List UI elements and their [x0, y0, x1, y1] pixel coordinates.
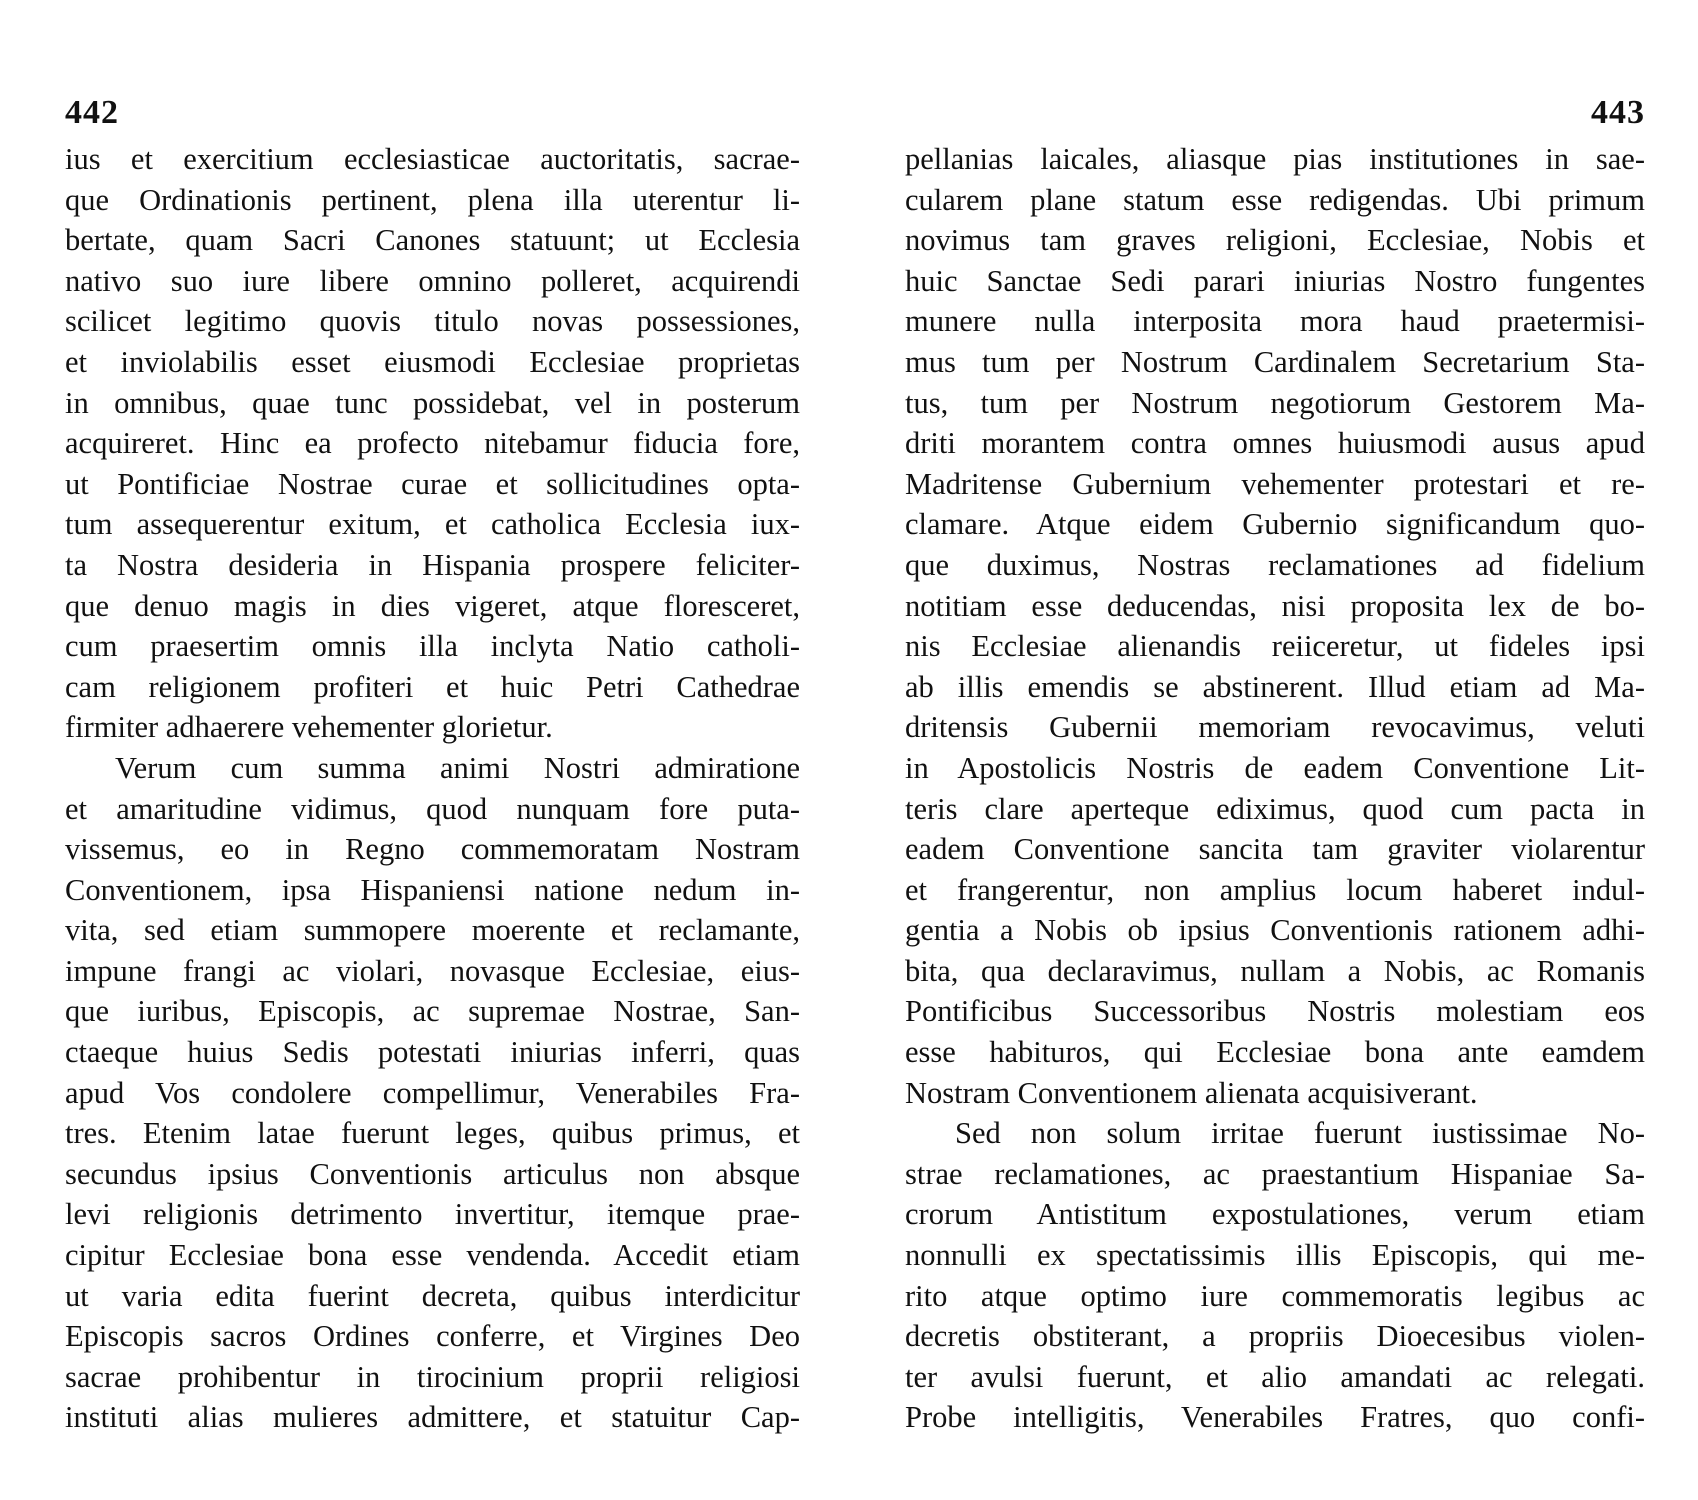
text-line: in omnibus, quae tunc possidebat, vel in posterum: [65, 385, 800, 420]
text-line: bita, qua declaravimus, nullam a Nobis, ac Romanis: [905, 953, 1645, 988]
text-line: apud Vos condolere compellimur, Venerabiles Fra-: [65, 1075, 800, 1110]
left-page-text: [65, 139, 800, 1438]
text-line: ta Nostra desideria in Hispania prospere feliciter-: [65, 547, 800, 582]
text-line: Probe intelligitis, Venerabiles Fratres, quo confi-: [905, 1400, 1645, 1435]
paragraph: [905, 139, 1645, 1113]
text-line: rito atque optimo iure commemoratis legibus ac: [905, 1278, 1645, 1313]
text-line: que iuribus, Episcopis, ac supremae Nostrae, San-: [65, 994, 800, 1029]
left-page: [65, 0, 800, 1500]
text-line: cam religionem profiteri et huic Petri Cathedrae: [65, 669, 800, 704]
text-line: firmiter adhaerere vehementer glorietur.: [65, 710, 553, 745]
text-line: nis Ecclesiae alienandis reiiceretur, ut fideles ipsi: [905, 629, 1645, 664]
paragraph: [65, 748, 800, 1438]
text-line: cularem plane statum esse redigendas. Ubi primum: [905, 182, 1645, 217]
text-line: vissemus, eo in Regno commemoratam Nostram: [65, 832, 800, 867]
text-line: tum assequerentur exitum, et catholica Ecclesia iux-: [65, 507, 800, 542]
text-line: vita, sed etiam summopere moerente et reclamante,: [65, 913, 800, 948]
text-line: ut varia edita fuerint decreta, quibus interdicitur: [65, 1278, 800, 1313]
text-line: munere nulla interposita mora haud praetermisi-: [905, 304, 1645, 339]
text-line: in Apostolicis Nostris de eadem Conventione Lit-: [905, 750, 1645, 785]
right-page-number: 443: [1591, 94, 1645, 131]
text-line: Madritense Gubernium vehementer protestari et re-: [905, 466, 1645, 501]
text-line: que denuo magis in dies vigeret, atque floresceret,: [65, 588, 800, 623]
text-line: ter avulsi fuerunt, et alio amandati ac relegati.: [905, 1359, 1645, 1394]
right-page-text: [905, 139, 1645, 1438]
text-line: crorum Antistitum expostulationes, verum etiam: [905, 1197, 1645, 1232]
text-line: secundus ipsius Conventionis articulus non absque: [65, 1156, 800, 1191]
text-line: et frangerentur, non amplius locum haberet indul-: [905, 872, 1645, 907]
text-line: pellanias laicales, aliasque pias institutiones in sae-: [905, 142, 1645, 176]
text-line: scilicet legitimo quovis titulo novas possessiones,: [65, 304, 800, 339]
text-line: Verum cum summa animi Nostri admiratione: [115, 750, 800, 785]
text-line: acquireret. Hinc ea profecto nitebamur fiducia fore,: [65, 426, 800, 461]
text-line: instituti alias mulieres admittere, et statuitur Cap-: [65, 1400, 800, 1435]
text-line: cipitur Ecclesiae bona esse vendenda. Accedit etiam: [65, 1238, 800, 1273]
text-line: et inviolabilis esset eiusmodi Ecclesiae proprietas: [65, 344, 800, 379]
text-line: ab illis emendis se abstinerent. Illud etiam ad Ma-: [905, 669, 1645, 704]
text-line: dritensis Gubernii memoriam revocavimus, veluti: [905, 710, 1645, 745]
text-line: gentia a Nobis ob ipsius Conventionis rationem adhi-: [905, 913, 1645, 948]
right-page: [905, 0, 1645, 1500]
text-line: teris clare aperteque ediximus, quod cum pacta in: [905, 791, 1645, 826]
text-line: tres. Etenim latae fuerunt leges, quibus primus, et: [65, 1116, 800, 1151]
text-line: levi religionis detrimento invertitur, itemque prae-: [65, 1197, 800, 1232]
text-line: strae reclamationes, ac praestantium Hispaniae Sa-: [905, 1156, 1645, 1191]
text-line: Episcopis sacros Ordines conferre, et Virgines Deo: [65, 1319, 800, 1354]
text-line: huic Sanctae Sedi parari iniurias Nostro fungentes: [905, 263, 1645, 298]
text-line: ctaeque huius Sedis potestati iniurias inferri, quas: [65, 1035, 800, 1070]
text-line: que Ordinationis pertinent, plena illa uterentur li-: [65, 182, 800, 217]
left-page-number: 442: [65, 94, 119, 131]
text-line: ius et exercitium ecclesiasticae auctoritatis, sacrae-: [65, 142, 800, 176]
text-line: clamare. Atque eidem Gubernio significandum quo-: [905, 507, 1645, 542]
text-line: decretis obstiterant, a propriis Dioecesibus violen-: [905, 1319, 1645, 1354]
text-line: sacrae prohibentur in tirocinium proprii religiosi: [65, 1359, 800, 1394]
text-line: novimus tam graves religioni, Ecclesiae, Nobis et: [905, 223, 1645, 258]
text-line: Pontificibus Successoribus Nostris molestiam eos: [905, 994, 1645, 1029]
text-line: esse habituros, qui Ecclesiae bona ante eamdem: [905, 1035, 1645, 1070]
paragraph: [65, 139, 800, 748]
text-line: tus, tum per Nostrum negotiorum Gestorem Ma-: [905, 385, 1645, 420]
text-line: bertate, quam Sacri Canones statuunt; ut Ecclesia: [65, 223, 800, 258]
text-line: que duximus, Nostras reclamationes ad fidelium: [905, 547, 1645, 582]
text-line: nativo suo iure libere omnino polleret, acquirendi: [65, 263, 800, 298]
text-line: cum praesertim omnis illa inclyta Natio catholi-: [65, 629, 800, 664]
text-line: Conventionem, ipsa Hispaniensi natione nedum in-: [65, 872, 800, 907]
text-line: ut Pontificiae Nostrae curae et sollicitudines opta-: [65, 466, 800, 501]
text-line: impune frangi ac violari, novasque Ecclesiae, eius-: [65, 953, 800, 988]
text-line: eadem Conventione sancita tam graviter violarentur: [905, 832, 1645, 867]
text-line: nonnulli ex spectatissimis illis Episcopis, qui me-: [905, 1238, 1645, 1273]
text-line: et amaritudine vidimus, quod nunquam fore puta-: [65, 791, 800, 826]
text-line: Sed non solum irritae fuerunt iustissimae No-: [955, 1116, 1645, 1151]
text-line: driti morantem contra omnes huiusmodi ausus apud: [905, 426, 1645, 461]
paragraph: [905, 1113, 1645, 1438]
text-line: mus tum per Nostrum Cardinalem Secretarium Sta-: [905, 344, 1645, 379]
text-line: Nostram Conventionem alienata acquisiverant.: [905, 1075, 1478, 1110]
text-line: notitiam esse deducendas, nisi proposita lex de bo-: [905, 588, 1645, 623]
